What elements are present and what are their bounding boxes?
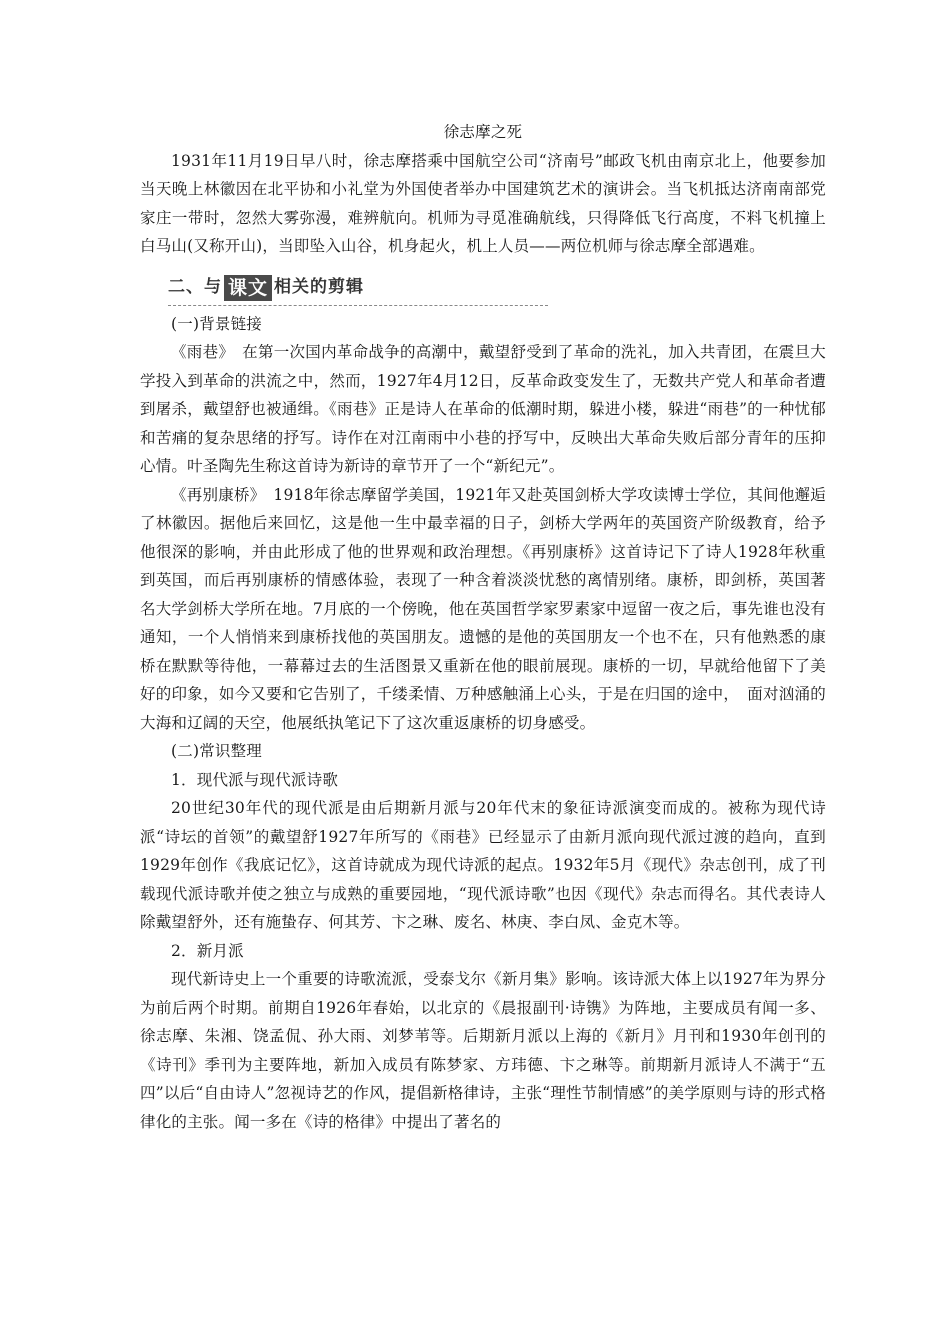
page-title: 徐志摩之死	[443, 123, 523, 141]
section-banner	[168, 271, 548, 306]
item2-paragraph: 现代新诗史上一个重要的诗歌流派，受泰戈尔《新月集》影响。该诗派大体上以1927年为界分为前后两个时期。前期自1926年春始，以北京的《晨报副刊·诗镌》为阵地，主要成员有闻一多、徐志摩、朱湘、饶孟侃、孙大雨、刘梦苇等。后期新月派以上海的《新月》月刊和1930年创刊的《诗刊》季刊为主要阵地，新加入成员有陈梦家、方玮德、卞之琳等。前期新月派诗人不满于“五四”以后“自由诗人”忽视诗艺的作风，提倡新格律诗，主张“理性节制情感”的美学原则与诗的形式格律化的主张。闻一多在《诗的格律》中提出了著名的	[140, 970, 826, 1131]
item1-title: 1．现代派与现代派诗歌	[171, 770, 339, 789]
banner-badge: 课文	[224, 275, 272, 301]
background-paragraph-kangqiao: 《再别康桥》 1918年徐志摩留学美国，1921年又赴英国剑桥大学攻读博士学位，其间他邂逅了林徽因。据他后来回忆，这是他一生中最幸福的日子，剑桥大学两年的英国资产阶级教育，给予他很深的影响，并由此形成了他的世界观和政治理想。《再别康桥》这首诗记下了诗人1928年秋重到英国，而后再别康桥的情感体验，表现了一种含着淡淡忧愁的离情别绪。康桥，即剑桥，英国著名大学剑桥大学所在地。7月底的一个傍晚，他在英国哲学家罗素家中逗留一夜之后，事先谁也没有通知，一个人悄悄来到康桥找他的英国朋友。遗憾的是他的英国朋友一个也不在，只有他熟悉的康桥在默默等待他，一幕幕过去的生活图景又重新在他的眼前展现。康桥的一切，早就给他留下了美好的印象，如今又要和它告别了，千缕柔情、万种感触涌上心头，于是在归国的途中， 面对汹涌的大海和辽阔的天空，他展纸执笔记下了这次重返康桥的切身感受。	[140, 485, 826, 732]
item2-title: 2．新月派	[171, 941, 244, 960]
section2-heading: (二)常识整理	[171, 742, 262, 760]
banner-prefix: 二、与	[168, 277, 222, 298]
background-paragraph-yuxiang: 《雨巷》 在第一次国内革命战争的高潮中，戴望舒受到了革命的洗礼，加入共青团，在震旦大学投入到革命的洪流之中，然而，1927年4月12日，反革命政变发生了，无数共产党人和革命者遭到屠杀，戴望舒也被通缉。《雨巷》正是诗人在革命的低潮时期，躲进小楼，躲进“雨巷”的一种忧郁和苦痛的复杂思绪的抒写。诗作在对江南雨中小巷的抒写中，反映出大革命失败后部分青年的压抑心情。叶圣陶先生称这首诗为新诗的章节开了一个“新纪元”。	[140, 343, 826, 475]
document-body	[140, 118, 826, 1136]
item1-paragraph: 20世纪30年代的现代派是由后期新月派与20年代末的象征诗派演变而成的。被称为现代诗派“诗坛的首领”的戴望舒1927年所写的《雨巷》已经显示了由新月派向现代派过渡的趋向，直到1929年创作《我底记忆》，这首诗就成为现代诗派的起点。1932年5月《现代》杂志创刊，成了刊载现代派诗歌并使之独立与成熟的重要园地，“现代派诗歌”也因《现代》杂志而得名。其代表诗人除戴望舒外，还有施蛰存、何其芳、卞之琳、废名、林庚、李白凤、金克木等。	[140, 799, 826, 931]
intro-paragraph: 1931年11月19日早八时，徐志摩搭乘中国航空公司“济南号”邮政飞机由南京北上，他要参加当天晚上林徽因在北平协和小礼堂为外国使者举办中国建筑艺术的演讲会。当飞机抵达济南南部党家庄一带时，忽然大雾弥漫，难辨航向。机师为寻觅准确航线，只得降低飞行高度，不料飞机撞上白马山(又称开山)，当即坠入山谷，机身起火，机上人员——两位机师与徐志摩全部遇难。	[140, 151, 826, 255]
banner-suffix: 相关的剪辑	[274, 277, 365, 298]
section1-heading: (一)背景链接	[171, 314, 262, 333]
